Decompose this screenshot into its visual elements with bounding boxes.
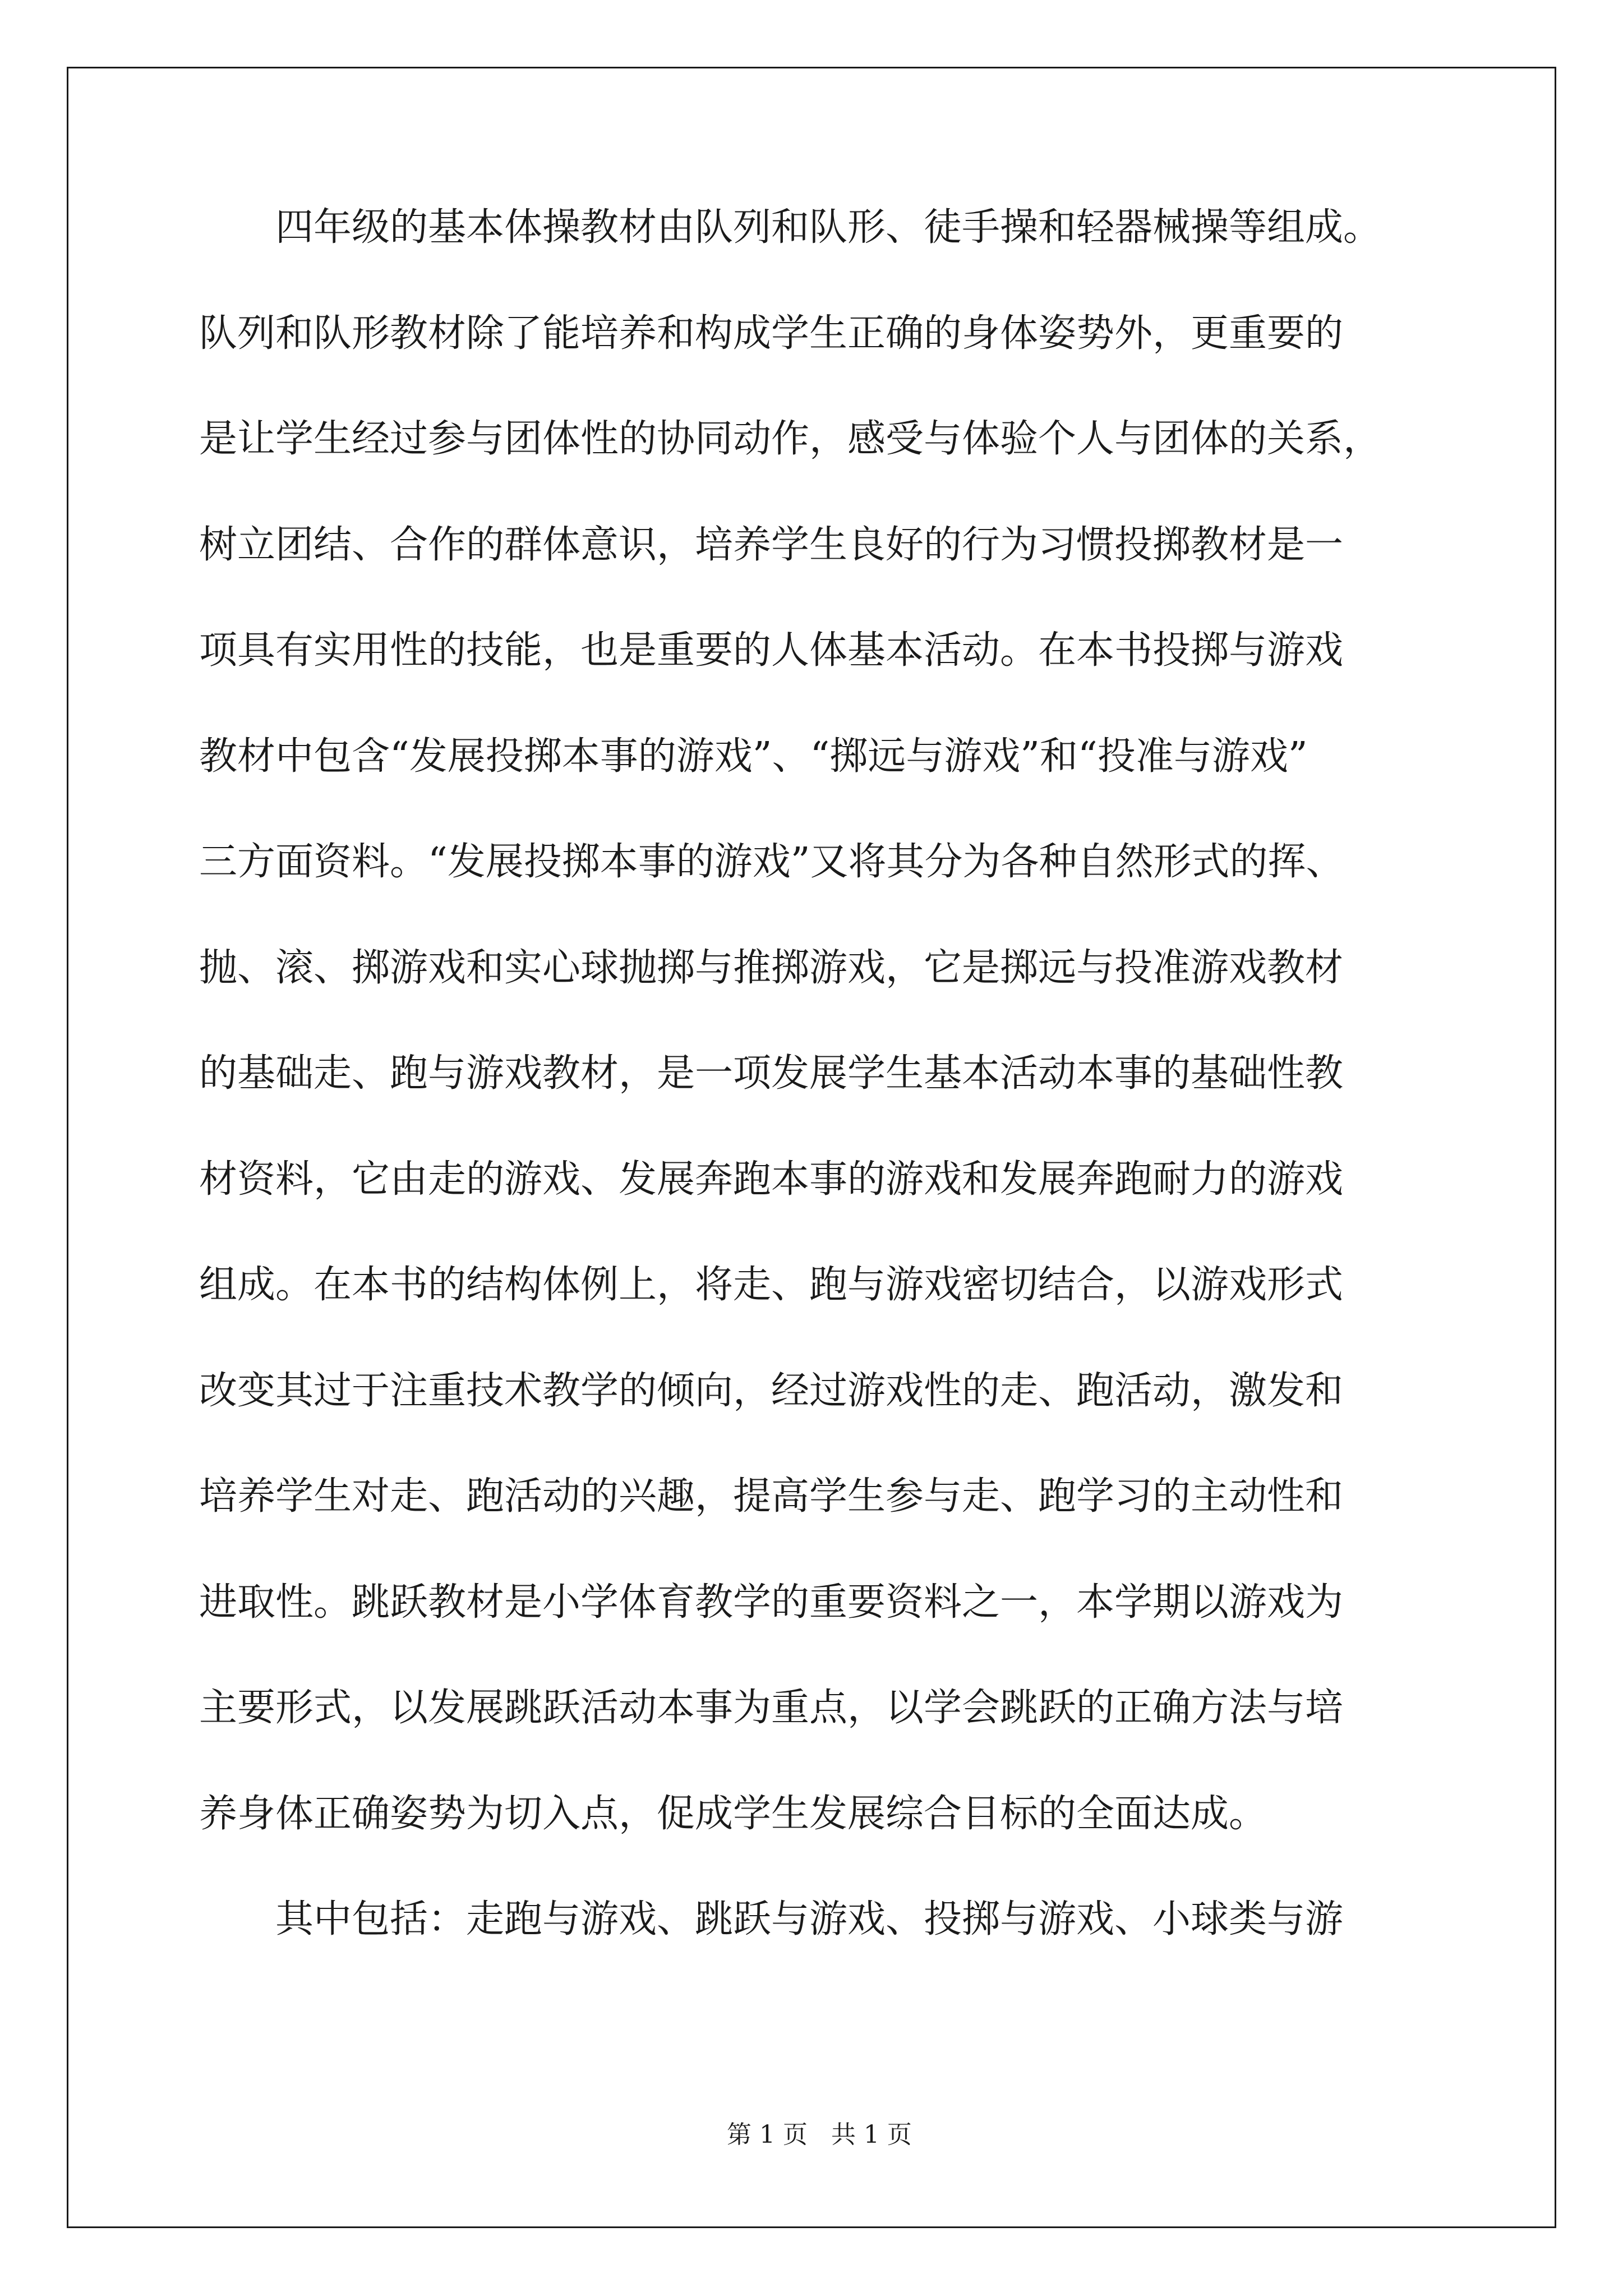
page-number: 第 1 页 共 1 页 bbox=[727, 2120, 912, 2149]
text-line: 四年级的基本体操教材由队列和队形、徒手操和轻器械操等组成。 bbox=[275, 205, 1382, 250]
text-line: 三方面资料。“发展投掷本事的游戏”又将其分为各种自然形式的挥、 bbox=[199, 840, 1344, 884]
text-line: 队列和队形教材除了能培养和构成学生正确的身体姿势外，更重要的 bbox=[199, 311, 1344, 356]
text-line: 组成。在本书的结构体例上，将走、跑与游戏密切结合，以游戏形式 bbox=[199, 1263, 1344, 1307]
text-line: 改变其过于注重技术教学的倾向，经过游戏性的走、跑活动，激发和 bbox=[199, 1368, 1344, 1413]
text-line: 养身体正确姿势为切入点，促成学生发展综合目标的全面达成。 bbox=[199, 1791, 1267, 1836]
text-line: 培养学生对走、跑活动的兴趣，提高学生参与走、跑学习的主动性和 bbox=[199, 1474, 1344, 1519]
text-line: 进取性。跳跃教材是小学体育教学的重要资料之一，本学期以游戏为 bbox=[199, 1580, 1344, 1625]
text-line: 是让学生经过参与团体性的协同动作，感受与体验个人与团体的关系， bbox=[199, 417, 1382, 461]
text-line: 树立团结、合作的群体意识，培养学生良好的行为习惯投掷教材是一 bbox=[199, 522, 1344, 567]
page-footer bbox=[0, 2091, 1623, 2150]
paragraph-1 bbox=[199, 205, 1453, 1836]
text-line: 抛、滚、掷游戏和实心球抛掷与推掷游戏，它是掷远与投准游戏教材 bbox=[199, 945, 1344, 990]
text-line: 主要形式，以发展跳跃活动本事为重点，以学会跳跃的正确方法与培 bbox=[199, 1686, 1344, 1730]
document-body bbox=[199, 205, 1453, 2007]
text-line: 项具有实用性的技能，也是重要的人体基本活动。在本书投掷与游戏 bbox=[199, 628, 1344, 673]
text-line: 其中包括：走跑与游戏、跳跃与游戏、投掷与游戏、小球类与游 bbox=[275, 1897, 1344, 1941]
paragraph-2 bbox=[199, 1897, 1453, 1941]
text-line: 材资料，它由走的游戏、发展奔跑本事的游戏和发展奔跑耐力的游戏 bbox=[199, 1157, 1344, 1202]
text-line: 教材中包含“发展投掷本事的游戏”、“掷远与游戏”和“投准与游戏” bbox=[199, 734, 1308, 779]
text-line: 的基础走、跑与游戏教材，是一项发展学生基本活动本事的基础性教 bbox=[199, 1051, 1344, 1096]
